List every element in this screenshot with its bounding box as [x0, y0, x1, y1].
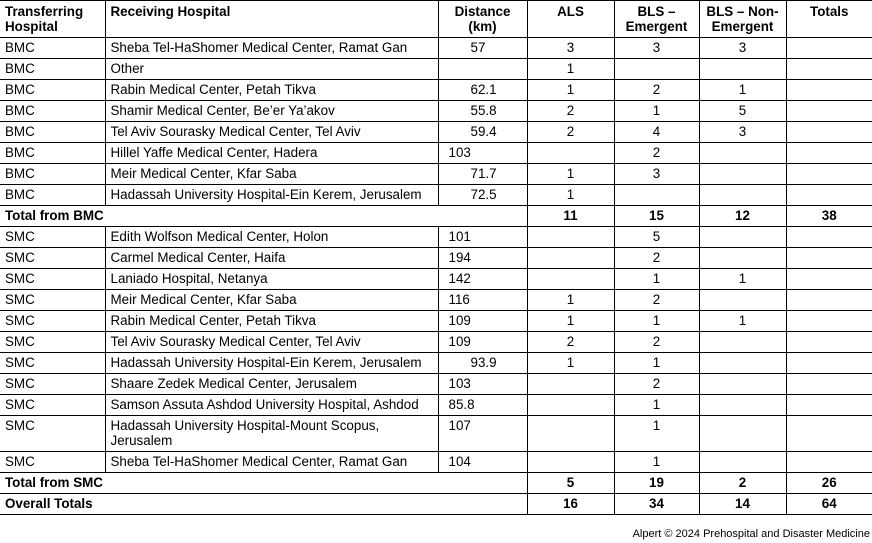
totals-cell [786, 80, 872, 101]
receiving-cell: Shamir Medical Center, Be’er Ya’akov [105, 101, 438, 122]
distance-cell: 104 [438, 452, 527, 473]
bls-non-emergent-cell [699, 332, 786, 353]
bls-emergent-cell: 2 [614, 248, 699, 269]
totals-cell [786, 290, 872, 311]
totals-cell [786, 248, 872, 269]
bls-non-emergent-cell [699, 416, 786, 452]
transferring-cell: SMC [0, 332, 105, 353]
als-cell: 1 [527, 80, 614, 101]
als-cell [527, 227, 614, 248]
bls-non-emergent-cell [699, 164, 786, 185]
bls-non-emergent-cell [699, 143, 786, 164]
als-cell [527, 374, 614, 395]
receiving-cell: Hadassah University Hospital-Mount Scopus, Jerusalem [105, 416, 438, 452]
bls-emergent-cell: 3 [614, 164, 699, 185]
als-cell: 2 [527, 101, 614, 122]
als-cell: 3 [527, 38, 614, 59]
receiving-cell: Rabin Medical Center, Petah Tikva [105, 311, 438, 332]
als-cell: 2 [527, 332, 614, 353]
bls-non-emergent-cell [699, 353, 786, 374]
bls-emergent-cell: 1 [614, 353, 699, 374]
transferring-cell: BMC [0, 101, 105, 122]
col-bls-emergent: BLS – Emergent [614, 1, 699, 38]
receiving-cell: Tel Aviv Sourasky Medical Center, Tel Aviv [105, 122, 438, 143]
distance-cell: 109 [438, 332, 527, 353]
distance-cell: 55.8 [438, 101, 527, 122]
totals-cell [786, 332, 872, 353]
als-cell [527, 269, 614, 290]
bls-non-emergent-cell: 1 [699, 311, 786, 332]
table-row [0, 452, 872, 473]
bls-emergent-cell: 1 [614, 311, 699, 332]
totals-cell [786, 38, 872, 59]
totals-cell: 38 [786, 206, 872, 227]
distance-cell: 101 [438, 227, 527, 248]
bls-emergent-cell: 15 [614, 206, 699, 227]
totals-cell [786, 452, 872, 473]
bls-emergent-cell: 1 [614, 416, 699, 452]
distance-cell: 59.4 [438, 122, 527, 143]
table-row [0, 38, 872, 59]
als-cell: 1 [527, 353, 614, 374]
receiving-cell: Tel Aviv Sourasky Medical Center, Tel Aviv [105, 332, 438, 353]
bls-non-emergent-cell [699, 248, 786, 269]
distance-cell: 62.1 [438, 80, 527, 101]
als-cell [527, 452, 614, 473]
bls-emergent-cell: 5 [614, 227, 699, 248]
receiving-cell: Rabin Medical Center, Petah Tikva [105, 80, 438, 101]
receiving-cell: Meir Medical Center, Kfar Saba [105, 290, 438, 311]
transferring-cell: BMC [0, 122, 105, 143]
distance-cell: 72.5 [438, 185, 527, 206]
bls-non-emergent-cell: 1 [699, 269, 786, 290]
total-row [0, 206, 872, 227]
als-cell: 2 [527, 122, 614, 143]
table-row [0, 290, 872, 311]
distance-cell: 142 [438, 269, 527, 290]
als-cell: 1 [527, 311, 614, 332]
bls-emergent-cell: 1 [614, 269, 699, 290]
total-row [0, 473, 872, 494]
copyright-credit: Alpert © 2024 Prehospital and Disaster Medicine [632, 528, 870, 540]
receiving-cell: Hadassah University Hospital-Ein Kerem, Jerusalem [105, 353, 438, 374]
table-row [0, 164, 872, 185]
distance-cell: 107 [438, 416, 527, 452]
transferring-cell: SMC [0, 374, 105, 395]
distance-cell: 109 [438, 311, 527, 332]
col-bls-non-emergent: BLS – Non- Emergent [699, 1, 786, 38]
bls-non-emergent-cell: 3 [699, 122, 786, 143]
transferring-cell: BMC [0, 80, 105, 101]
totals-cell [786, 59, 872, 80]
bls-non-emergent-cell [699, 59, 786, 80]
totals-cell [786, 311, 872, 332]
bls-emergent-cell: 1 [614, 101, 699, 122]
table-row [0, 416, 872, 452]
totals-cell [786, 185, 872, 206]
table-row [0, 395, 872, 416]
totals-cell [786, 269, 872, 290]
table-row [0, 143, 872, 164]
receiving-cell: Shaare Zedek Medical Center, Jerusalem [105, 374, 438, 395]
distance-cell: 103 [438, 374, 527, 395]
als-cell: 1 [527, 164, 614, 185]
receiving-cell: Sheba Tel-HaShomer Medical Center, Ramat Gan [105, 452, 438, 473]
col-totals: Totals [786, 1, 872, 38]
table-row [0, 101, 872, 122]
table-row [0, 185, 872, 206]
transferring-cell: BMC [0, 164, 105, 185]
table-row [0, 248, 872, 269]
totals-cell [786, 227, 872, 248]
bls-emergent-cell: 2 [614, 80, 699, 101]
table-row [0, 227, 872, 248]
bls-non-emergent-cell: 12 [699, 206, 786, 227]
bls-non-emergent-cell [699, 395, 786, 416]
distance-cell: 93.9 [438, 353, 527, 374]
distance-cell: 103 [438, 143, 527, 164]
bls-non-emergent-cell: 14 [699, 494, 786, 515]
bls-emergent-cell: 2 [614, 374, 699, 395]
totals-cell: 64 [786, 494, 872, 515]
table-row [0, 311, 872, 332]
receiving-cell: Hadassah University Hospital-Ein Kerem, Jerusalem [105, 185, 438, 206]
bls-non-emergent-cell: 3 [699, 38, 786, 59]
transferring-cell: SMC [0, 248, 105, 269]
bls-non-emergent-cell [699, 290, 786, 311]
bls-emergent-cell: 2 [614, 290, 699, 311]
als-cell [527, 143, 614, 164]
transferring-cell: SMC [0, 227, 105, 248]
transferring-cell: BMC [0, 38, 105, 59]
totals-cell [786, 164, 872, 185]
col-als: ALS [527, 1, 614, 38]
transferring-cell: BMC [0, 143, 105, 164]
receiving-cell: Hillel Yaffe Medical Center, Hadera [105, 143, 438, 164]
als-cell [527, 416, 614, 452]
als-cell: 11 [527, 206, 614, 227]
totals-cell [786, 122, 872, 143]
table-row [0, 374, 872, 395]
transferring-cell: SMC [0, 269, 105, 290]
bls-emergent-cell: 4 [614, 122, 699, 143]
total-label: Overall Totals [0, 494, 527, 515]
total-row [0, 494, 872, 515]
totals-cell [786, 374, 872, 395]
bls-emergent-cell: 34 [614, 494, 699, 515]
transferring-cell: BMC [0, 185, 105, 206]
bls-emergent-cell [614, 185, 699, 206]
bls-non-emergent-cell [699, 452, 786, 473]
total-label: Total from SMC [0, 473, 527, 494]
totals-cell [786, 353, 872, 374]
totals-cell: 26 [786, 473, 872, 494]
distance-cell: 194 [438, 248, 527, 269]
als-cell: 1 [527, 59, 614, 80]
distance-cell: 71.7 [438, 164, 527, 185]
receiving-cell: Sheba Tel-HaShomer Medical Center, Ramat Gan [105, 38, 438, 59]
transferring-cell: SMC [0, 452, 105, 473]
bls-non-emergent-cell: 1 [699, 80, 786, 101]
als-cell: 1 [527, 290, 614, 311]
bls-emergent-cell: 2 [614, 332, 699, 353]
col-transferring-hospital: Transferring Hospital [0, 1, 105, 38]
receiving-cell: Carmel Medical Center, Haifa [105, 248, 438, 269]
transferring-cell: SMC [0, 416, 105, 452]
bls-emergent-cell: 1 [614, 452, 699, 473]
als-cell [527, 395, 614, 416]
bls-emergent-cell: 3 [614, 38, 699, 59]
totals-cell [786, 101, 872, 122]
bls-non-emergent-cell [699, 185, 786, 206]
table-row [0, 269, 872, 290]
table-row [0, 80, 872, 101]
table-row [0, 122, 872, 143]
als-cell: 1 [527, 185, 614, 206]
bls-non-emergent-cell: 2 [699, 473, 786, 494]
totals-cell [786, 143, 872, 164]
bls-non-emergent-cell [699, 227, 786, 248]
totals-cell [786, 395, 872, 416]
bls-emergent-cell: 1 [614, 395, 699, 416]
bls-emergent-cell [614, 59, 699, 80]
transferring-cell: SMC [0, 311, 105, 332]
receiving-cell: Edith Wolfson Medical Center, Holon [105, 227, 438, 248]
bls-emergent-cell: 2 [614, 143, 699, 164]
header-row [0, 1, 872, 38]
bls-emergent-cell: 19 [614, 473, 699, 494]
bls-non-emergent-cell [699, 374, 786, 395]
total-label: Total from BMC [0, 206, 527, 227]
distance-cell [438, 59, 527, 80]
receiving-cell: Laniado Hospital, Netanya [105, 269, 438, 290]
distance-cell: 57 [438, 38, 527, 59]
bls-non-emergent-cell: 5 [699, 101, 786, 122]
transferring-cell: SMC [0, 290, 105, 311]
als-cell: 16 [527, 494, 614, 515]
table-row [0, 353, 872, 374]
transferring-cell: SMC [0, 395, 105, 416]
receiving-cell: Meir Medical Center, Kfar Saba [105, 164, 438, 185]
transferring-cell: SMC [0, 353, 105, 374]
table-row [0, 332, 872, 353]
transferring-cell: BMC [0, 59, 105, 80]
distance-cell: 116 [438, 290, 527, 311]
table-body [0, 38, 872, 515]
table-row [0, 59, 872, 80]
receiving-cell: Other [105, 59, 438, 80]
als-cell: 5 [527, 473, 614, 494]
receiving-cell: Samson Assuta Ashdod University Hospital, Ashdod [105, 395, 438, 416]
col-distance: Distance (km) [438, 1, 527, 38]
distance-cell: 85.8 [438, 395, 527, 416]
totals-cell [786, 416, 872, 452]
col-receiving-hospital: Receiving Hospital [105, 1, 438, 38]
als-cell [527, 248, 614, 269]
